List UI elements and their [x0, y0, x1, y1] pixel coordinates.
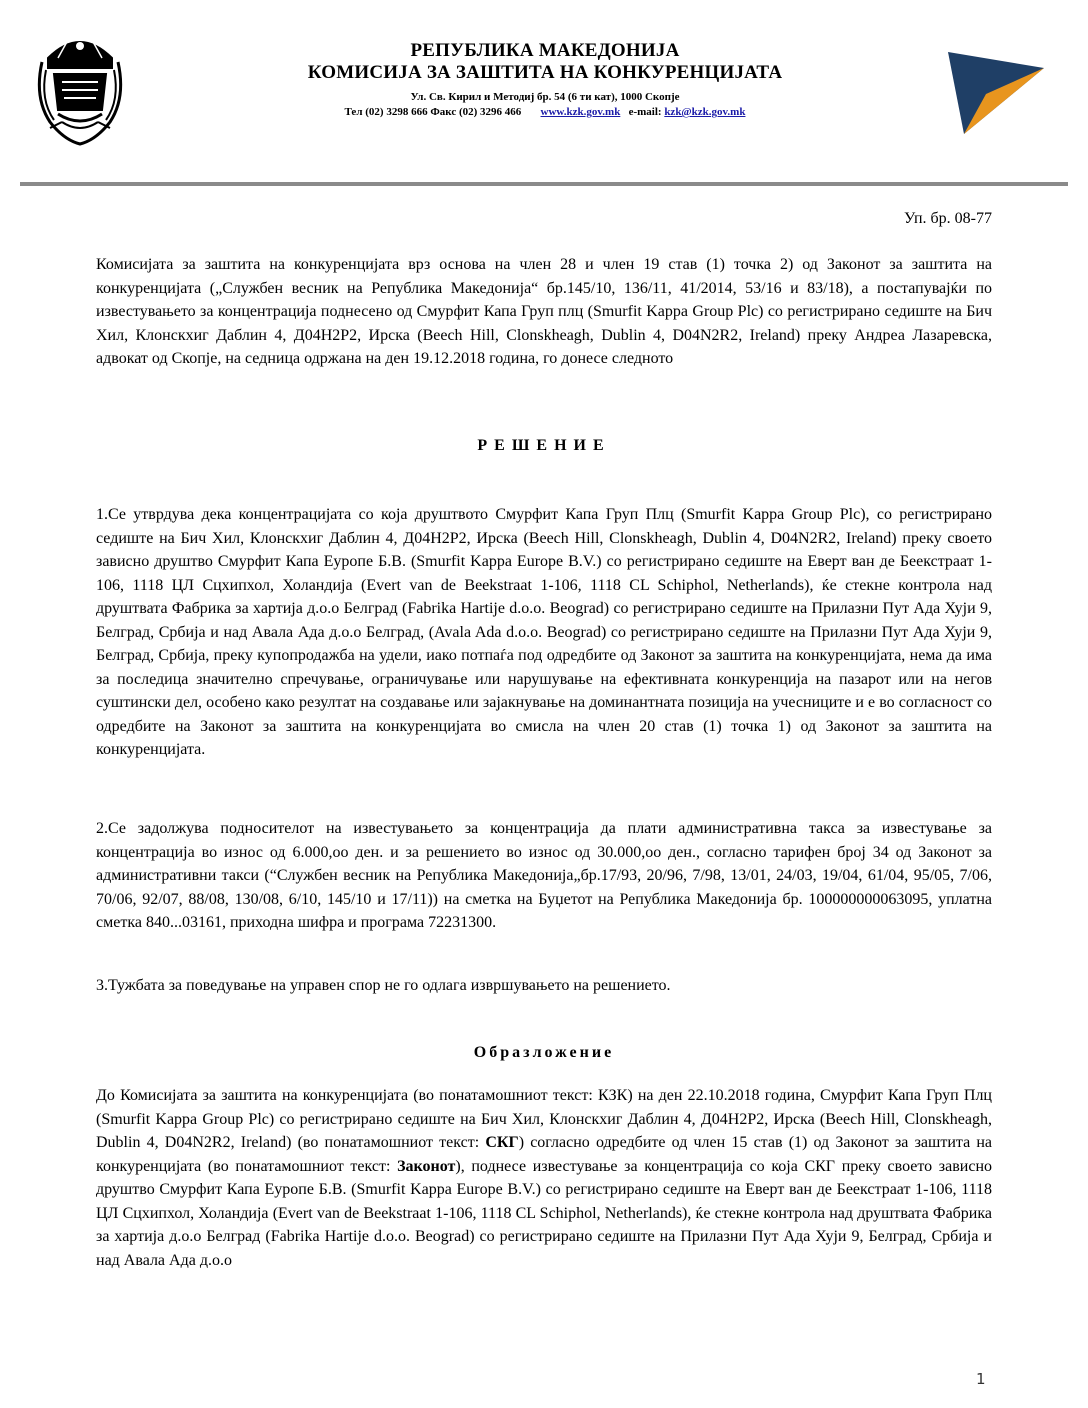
decision-title: РЕШЕНИЕ — [477, 437, 611, 454]
letterhead — [230, 40, 860, 120]
email-link[interactable]: kzk@kzk.gov.mk — [664, 106, 746, 118]
decision-point-2: 2.Се задолжува подносителот на известувањето за концентрација да плати административна такса за известување за концентрација во износ од 6.000,оо ден. и за решението во износ од 30.000,оо ден., согласно тарифен број 34 од Законот за административни такси (“Службен весник на Република Македонија„бр.17/93, 20/96, 7/98, 13/01, 24/03, 19/04, 61/04, 95/05, 7/06, 70/06, 92/07, 88/08, 130/08, 6/10, 145/10 и 17/11)) на сметка на Буџетот на Република Македонија бр. 100000000063095, уплатна сметка 840...03161, приходна шифра и програма 72231300. — [96, 820, 992, 931]
address: Ул. Св. Кирил и Методиј бр. 54 (6 ти кат), 1000 Скопје — [410, 91, 680, 103]
case-number: Уп. бр. 08-77 — [904, 210, 992, 227]
country-name: РЕПУБЛИКА МАКЕДОНИЈА — [410, 40, 680, 61]
reasoning-text-c: ) согласно одредбите од член 15 став (1) од Законот за заштита на конкуренцијата (во понатамошниот текст: — [96, 1134, 993, 1175]
intro-paragraph: Комисијата за заштита на конкуренцијата врз основа на член 28 и член 19 став (1) точка 2) од Законот за заштита на конкуренцијата („Службен весник на Република Македонија“ бр.145/10, 136/11, 41/2014, 53/16 и 83/18), а постапувајќи по известувањето за концентрација поднесено од Смурфит Капа Груп плц (Smurfit Kappa Group Plc) со регистрирано седиште на Бич Хил, Клонскхиг Даблин 4, Д04Н2Р2, Ирска (Beech Hill, Clonskheagh, Dublin 4, D04N2R2, Ireland) преку Андреа Лазаревска, адвокат од Скопје, на седница одржана на ден 19.12.2018 година, го донесе следното — [96, 256, 992, 367]
contact-line — [230, 105, 860, 120]
reasoning-paragraph — [96, 1084, 992, 1272]
reasoning-text-e: ), поднесе известување за концентрација со која СКГ преку своето зависно друштво Смурфит Капа Еуропе Б.В. (Smurfit Kappa Europe B.V.) со регистрирано седиште на Еверт ван де Беекстраат 1-106, 1118 ЦЛ Сцхипхол, Холандија (Evert van de Beekstraat 1-106, 1118 CL Schiphol, Netherlands), ќе стекне контрола над друштвата Фабрика за хартија д.о.о Белград (Fabrika Hartije d.o.o. Beograd) со регистрирано седиште на Прилазни Пут Ада Хуји 9, Белград, Србија и над Авала Ада д.о.о — [96, 1157, 993, 1269]
reasoning-title: Образложение — [473, 1044, 615, 1061]
reasoning-text-a: До Комисијата за заштита на конкуренцијата (во понатамошниот текст: КЗК) на ден 22.10.2018 година, Смурфит Капа Груп Плц (Smurfit Kappa Group Plc) со регистрирано седиште на Бич Хил, Клонскхиг Даблин 4, Д04Н2Р2, Ирска (Beech Hill, Clonskheagh, Dublin 4, D04N2R2, Ireland) (во понатамошниот текст: — [96, 1087, 992, 1151]
decision-point-3: 3.Тужбата за поведување на управен спор не го одлага извршувањето на решението. — [96, 977, 671, 994]
decision-point-1: 1.Се утврдува дека концентрацијата со која друштвото Смурфит Капа Груп Плц (Smurfit Kappa Group Plc), со регистрирано седиште на Бич Хил, Клонскхиг Даблин 4, Д04Н2Р2, Ирска (Beech Hill, Clonskheagh, Dublin 4, D04N2R2, Ireland) преку своето зависно друштво Смурфит Капа Еуропе Б.В. (Smurfit Kappa Europe B.V.) со регистрирано седиште на Еверт ван де Беекстраат 1-106, 1118 ЦЛ Сцхипхол, Холандија (Evert van de Beekstraat 1-106, 1118 CL Schiphol, Netherlands), ќе стекне контрола над друштвата Фабрика за хартија д.о.о Белград (Fabrika Hartije d.o.o. Beograd) со регистрирано седиште на Прилазни Пут Ада Хуји 9, Белград, Србија и над Авала Ада д.о.о Белград, (Avala Ada d.o.o. Beograd) со регистрирано седиште на Прилазни Пут Ада Хуји 9, Белград, Србија, преку купопродажба на удели, иако потпаѓа под одредбите од Законот за заштита на конкуренцијата, нема да има за последица значително спречување, ограничување или нарушување на ефективната конкуренција на пазарот или на негов суштински дел, особено како резултат на создавање или зајакнување на доминантната позиција на учесниците и е во согласност со одредбите на Законот за заштита на конкуренцијата во смисла на член 20 став (1) точка 1) од Законот за заштита на конкуренцијата. — [96, 506, 992, 758]
header-divider — [20, 182, 1068, 186]
phone-fax: Тел (02) 3298 666 Факс (02) 3296 466 — [344, 106, 522, 118]
coat-of-arms-icon — [28, 18, 132, 150]
institution-name: КОМИСИЈА ЗА ЗАШТИТА НА КОНКУРЕНЦИЈАТА — [307, 62, 783, 83]
page-number: 1 — [976, 1370, 986, 1388]
website-link[interactable]: www.kzk.gov.mk — [540, 106, 621, 118]
email-label: e-mail: — [628, 106, 662, 118]
reasoning-abbr-skg: СКГ — [485, 1134, 519, 1151]
triangle-logo-icon — [946, 50, 1046, 136]
reasoning-abbr-law: Законот — [397, 1157, 456, 1175]
